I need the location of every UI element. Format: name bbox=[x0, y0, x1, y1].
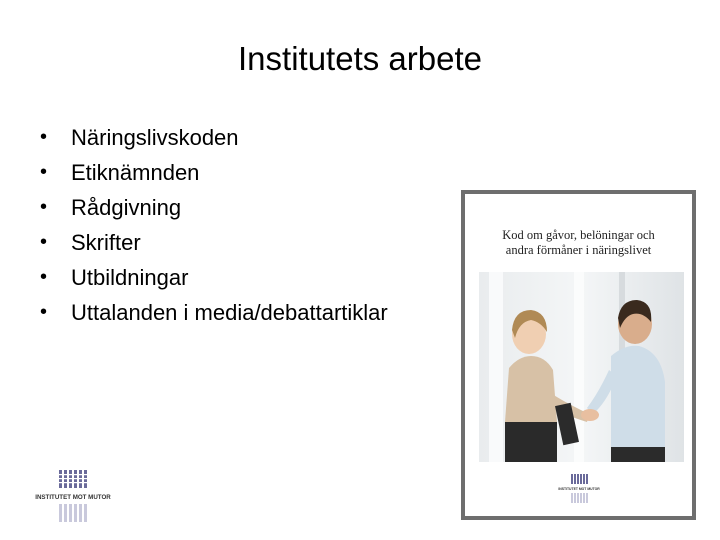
slide-title: Institutets arbete bbox=[238, 40, 482, 77]
brochure-title-line: Kod om gåvor, belöningar och bbox=[502, 228, 655, 242]
bullet-dot: • bbox=[40, 196, 48, 218]
imm-logo-icon bbox=[28, 468, 118, 526]
bullet-text: Rådgivning bbox=[71, 195, 182, 220]
bullet-item bbox=[40, 120, 388, 155]
bullet-text: Uttalanden i media/debattartiklar bbox=[71, 300, 388, 325]
bullet-text: Etiknämnden bbox=[71, 160, 200, 185]
bullet-item bbox=[40, 155, 388, 190]
bullet-text: Utbildningar bbox=[71, 265, 189, 290]
bullet-dot: • bbox=[40, 161, 48, 183]
brochure-logo-text: INSTITUTET MOT MUTOR bbox=[558, 487, 600, 491]
bullet-text: Näringslivskoden bbox=[71, 125, 239, 150]
brochure-title-line: andra förmåner i näringslivet bbox=[505, 243, 652, 257]
brochure-logo-icon bbox=[557, 472, 601, 508]
handshake-photo bbox=[479, 272, 684, 462]
bullet-dot: • bbox=[40, 301, 48, 323]
bullet-dot: • bbox=[40, 231, 48, 253]
bullet-item bbox=[40, 295, 388, 330]
bullet-dot: • bbox=[40, 126, 48, 148]
bullet-item bbox=[40, 225, 388, 260]
brochure-page bbox=[465, 194, 692, 516]
imm-logo-text: INSTITUTET MOT MUTOR bbox=[35, 494, 111, 501]
bullet-item bbox=[40, 190, 388, 225]
bullet-list bbox=[40, 120, 388, 330]
bullet-text: Skrifter bbox=[71, 230, 141, 255]
brochure-cover bbox=[461, 190, 696, 520]
brochure-title bbox=[465, 228, 692, 258]
imm-logo bbox=[28, 468, 118, 526]
bullet-item bbox=[40, 260, 388, 295]
bullet-dot: • bbox=[40, 266, 48, 288]
